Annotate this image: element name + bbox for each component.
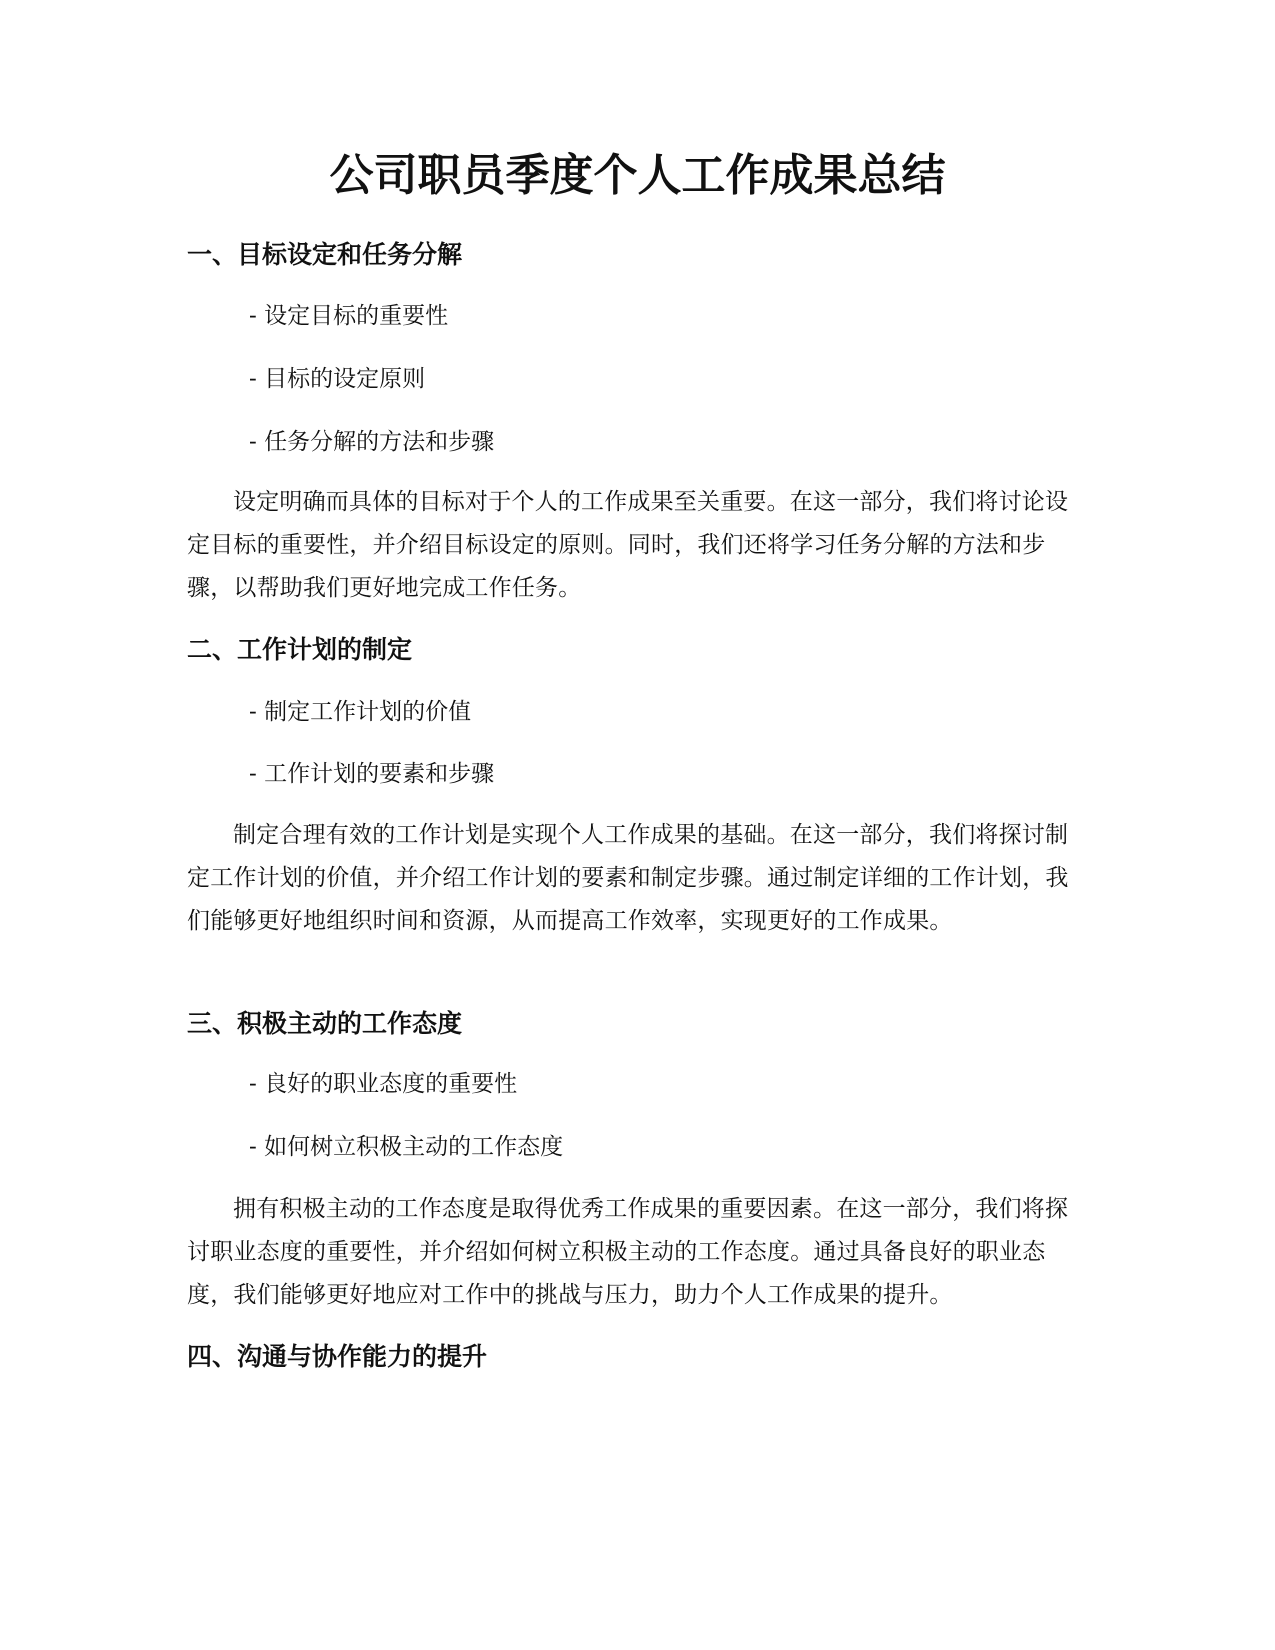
section-bullet: - 如何树立积极主动的工作态度 — [249, 1134, 564, 1160]
section-bullet: - 工作计划的要素和步骤 — [249, 761, 495, 787]
section-bullet: - 制定工作计划的价值 — [249, 699, 472, 725]
section-paragraph: 设定明确而具体的目标对于个人的工作成果至关重要。在这一部分，我们将讨论设定目标的重要性，并介绍目标设定的原则。同时，我们还将学习任务分解的方法和步骤，以帮助我们更好地完成工作任务。 — [187, 489, 1069, 601]
section-bullet: - 任务分解的方法和步骤 — [249, 429, 495, 455]
section-heading: 四、沟通与协作能力的提升 — [187, 1342, 488, 1371]
section-bullet: - 设定目标的重要性 — [249, 303, 449, 329]
section-paragraph: 制定合理有效的工作计划是实现个人工作成果的基础。在这一部分，我们将探讨制定工作计划的价值，并介绍工作计划的要素和制定步骤。通过制定详细的工作计划，我们能够更好地组织时间和资源，从而提高工作效率，实现更好的工作成果。 — [187, 822, 1069, 934]
section-bullet: - 良好的职业态度的重要性 — [249, 1071, 518, 1097]
section-bullet: - 目标的设定原则 — [249, 366, 426, 392]
section-heading: 一、目标设定和任务分解 — [187, 240, 463, 269]
section-paragraph: 拥有积极主动的工作态度是取得优秀工作成果的重要因素。在这一部分，我们将探讨职业态度的重要性，并介绍如何树立积极主动的工作态度。通过具备良好的职业态度，我们能够更好地应对工作中的挑战与压力，助力个人工作成果的提升。 — [187, 1196, 1069, 1308]
section-heading: 三、积极主动的工作态度 — [187, 1009, 463, 1038]
document-title: 公司职员季度个人工作成果总结 — [329, 150, 946, 201]
section-heading: 二、工作计划的制定 — [187, 635, 413, 664]
